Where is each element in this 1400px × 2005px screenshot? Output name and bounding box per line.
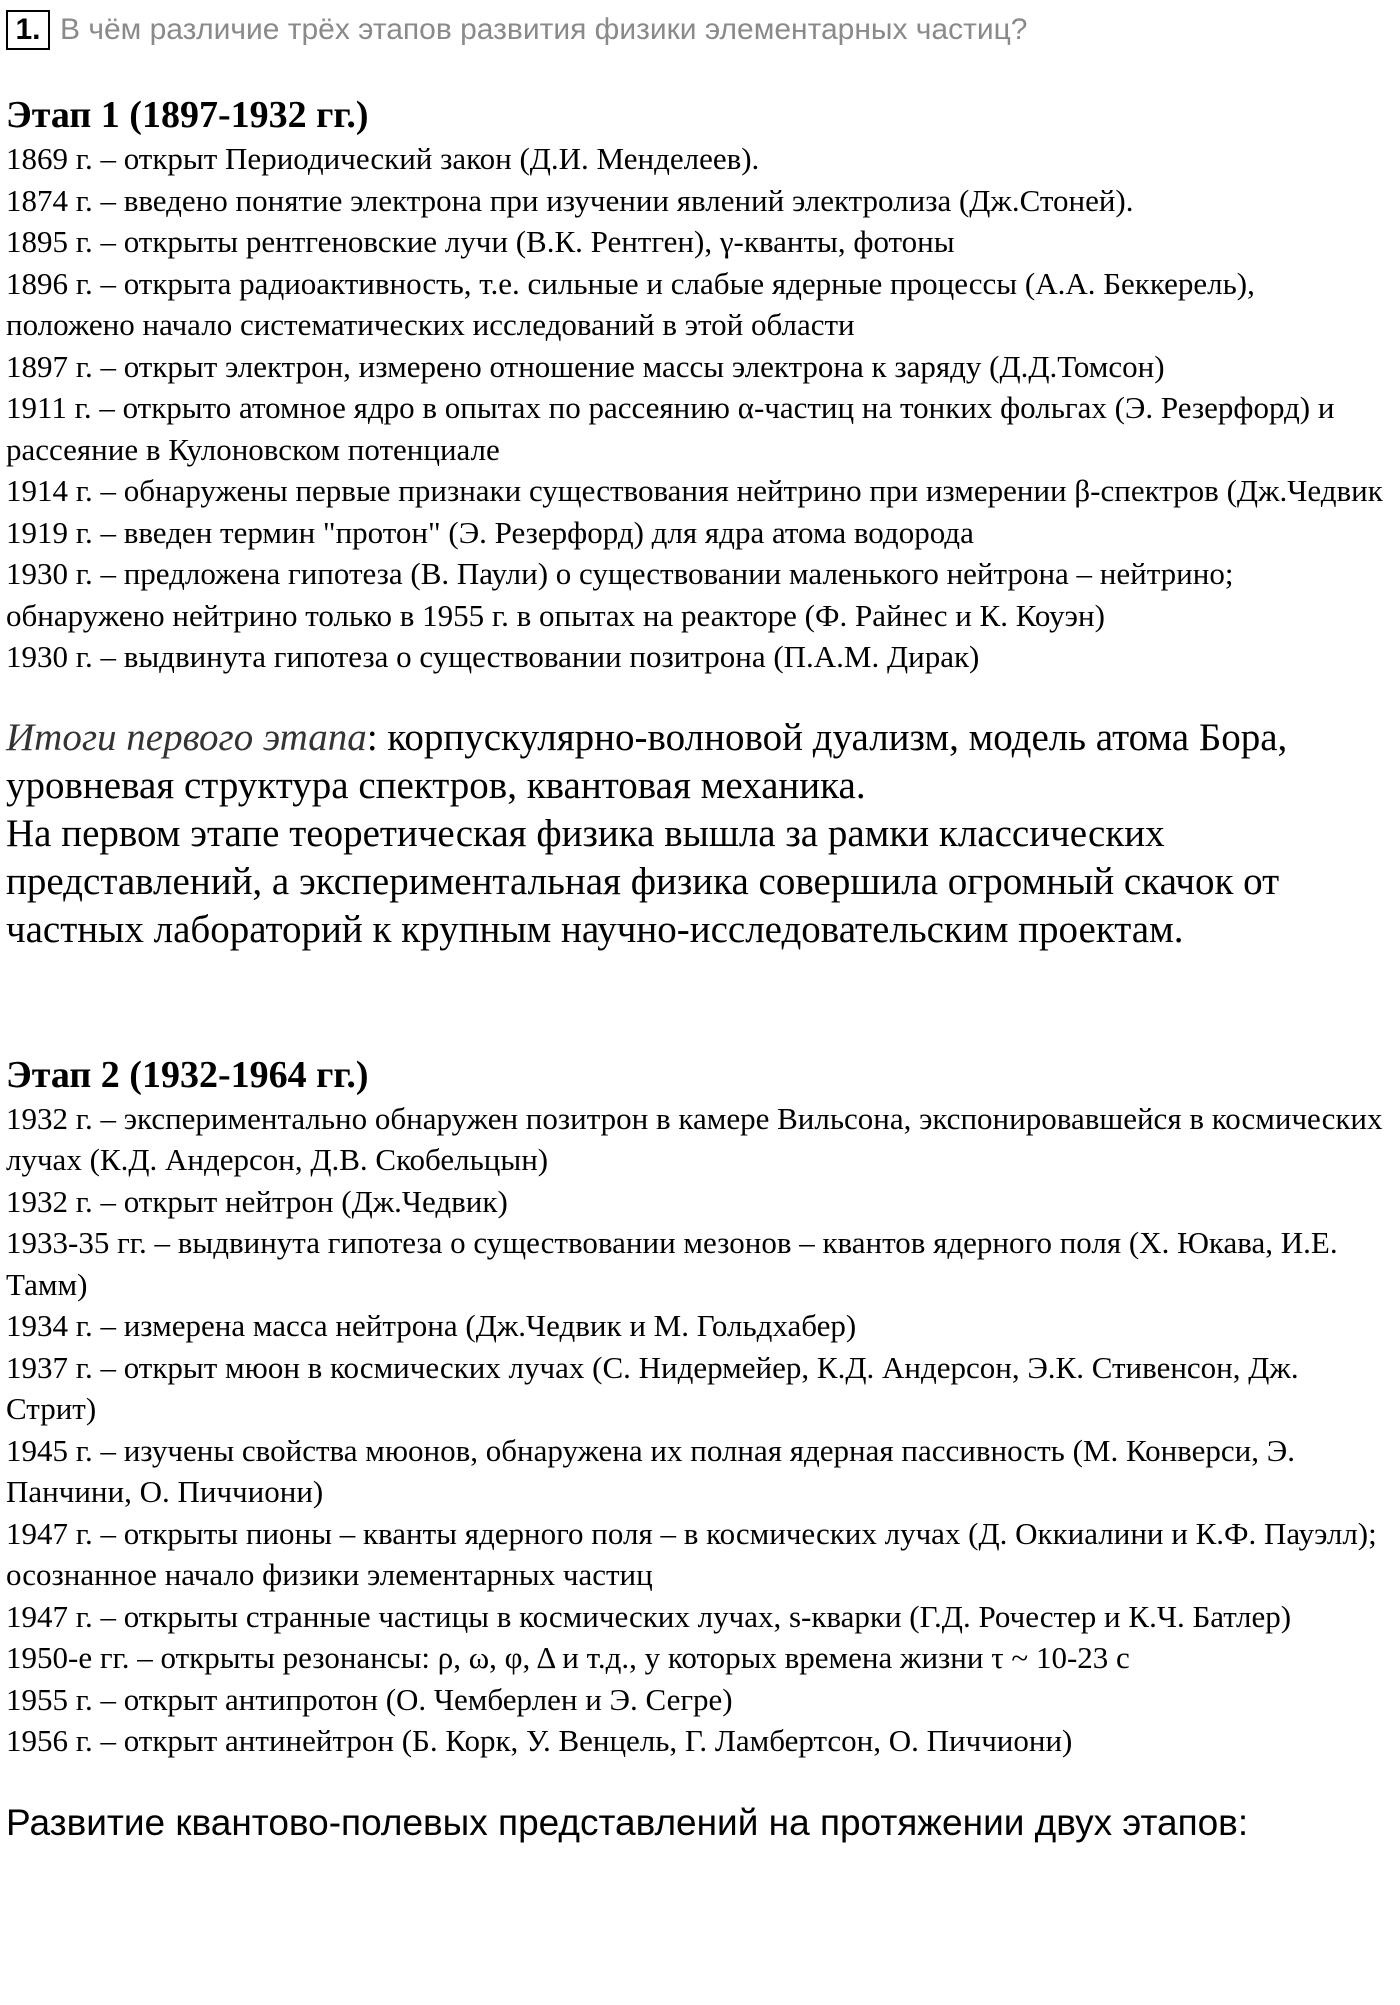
question-text: В чём различие трёх этапов развития физики элементарных частиц? xyxy=(60,13,1028,46)
stage-2-title: Этап 2 (1932-1964 гг.) xyxy=(6,1053,369,1096)
stage-1-section xyxy=(6,92,1390,678)
stage-1-event: 1874 г. – введено понятие электрона при изучении явлений электролиза (Дж.Стоней). xyxy=(6,182,1134,218)
closing-heading: Развитие квантово-полевых представлений на протяжении двух этапов: xyxy=(6,1801,1249,1843)
stage-2-events xyxy=(6,1098,1390,1762)
stage-1-event: 1919 г. – введен термин "протон" (Э. Резерфорд) для ядра атома водорода xyxy=(6,514,974,550)
stage-1-events xyxy=(6,138,1390,678)
stage-2-section xyxy=(6,1052,1390,1762)
stage-2-event: 1937 г. – открыт мюон в космических лучах (С. Нидермейер, К.Д. Андерсон, Э.К. Стивенсон, Дж. Стрит) xyxy=(6,1349,1299,1426)
stage-1-title: Этап 1 (1897-1932 гг.) xyxy=(6,94,369,136)
question-number: 1. xyxy=(6,10,50,50)
stage-2-event: 1934 г. – измерена масса нейтрона (Дж.Чедвик и М. Гольдхабер) xyxy=(6,1308,857,1343)
stage-1-summary xyxy=(6,714,1390,954)
stage-1-event: 1895 г. – открыты рентгеновские лучи (В.К. Рентген), γ-кванты, фотоны xyxy=(6,224,955,259)
stage-1-event: 1869 г. – открыт Периодический закон (Д.И. Менделеев). xyxy=(6,141,760,176)
stage-2-event: 1956 г. – открыт антинейтрон (Б. Корк, У. Венцель, Г. Ламбертсон, О. Пиччиони) xyxy=(6,1723,1073,1758)
stage-1-event: 1930 г. – предложена гипотеза (В. Паули) о существовании маленького нейтрона – нейтрино; обнаружено нейтрино только в 1955 г. в опытах на реакторе (Ф. Райнес и К. Коуэн) xyxy=(6,556,1234,633)
summary-paragraph-2: На первом этапе теоретическая физика вышла за рамки классических представлений, а экспериментальная физика совершила огромный скачок от частных лабораторий к крупным научно-исследовательским проектам. xyxy=(6,811,1280,951)
stage-2-event: 1945 г. – изучены свойства мюонов, обнаружена их полная ядерная пассивность (М. Конверси, Э. Панчини, О. Пиччиони) xyxy=(6,1432,1295,1509)
stage-2-event: 1947 г. – открыты странные частицы в космических лучах, s-кварки (Г.Д. Рочестер и К.Ч. Батлер) xyxy=(6,1598,1292,1634)
stage-1-event: 1911 г. – открыто атомное ядро в опытах по рассеянию α-частиц на тонких фольгах (Э. Резерфорд) и рассеяние в Кулоновском потенциале xyxy=(6,390,1335,467)
summary-label: Итоги первого этапа xyxy=(6,715,367,759)
stage-2-event: 1932 г. – открыт нейтрон (Дж.Чедвик) xyxy=(6,1183,508,1219)
stage-1-event: 1930 г. – выдвинута гипотеза о существовании позитрона (П.А.М. Дирак) xyxy=(6,639,980,674)
stage-1-event: 1896 г. – открыта радиоактивность, т.е. сильные и слабые ядерные процессы (А.А. Беккерель), положено начало систематических исследований в этой области xyxy=(6,265,1255,342)
stage-2-event: 1932 г. – экспериментально обнаружен позитрон в камере Вильсона, экспонировавшейся в космических лучах (К.Д. Андерсон, Д.В. Скобельцын) xyxy=(6,1100,1383,1177)
stage-2-event: 1933-35 гг. – выдвинута гипотеза о существовании мезонов – квантов ядерного поля (Х. Юкава, И.Е. Тамм) xyxy=(6,1225,1338,1302)
summary-text: : корпускулярно-волновой дуализм, модель атома Бора, уровневая структура спектров, квантовая механика. xyxy=(6,715,1288,807)
question-header xyxy=(6,8,1390,52)
stage-2-event: 1947 г. – открыты пионы – кванты ядерного поля – в космических лучах (Д. Оккиалини и К.Ф. Пауэлл); осознанное начало физики элементарных частиц xyxy=(6,1515,1377,1592)
stage-2-event: 1955 г. – открыт антипротон (О. Чемберлен и Э. Сегре) xyxy=(6,1681,733,1717)
stage-2-event: 1950-е гг. – открыты резонансы: ρ, ω, φ, Δ и т.д., у которых времена жизни τ ~ 10-23 с xyxy=(6,1640,1130,1675)
stage-1-event: 1914 г. – обнаружены первые признаки существования нейтрино при измерении β-спектров (Дж.Чедвик xyxy=(6,473,1383,508)
stage-1-event: 1897 г. – открыт электрон, измерено отношение массы электрона к заряду (Д.Д.Томсон) xyxy=(6,348,1165,384)
summary-paragraph-1 xyxy=(6,714,1390,810)
